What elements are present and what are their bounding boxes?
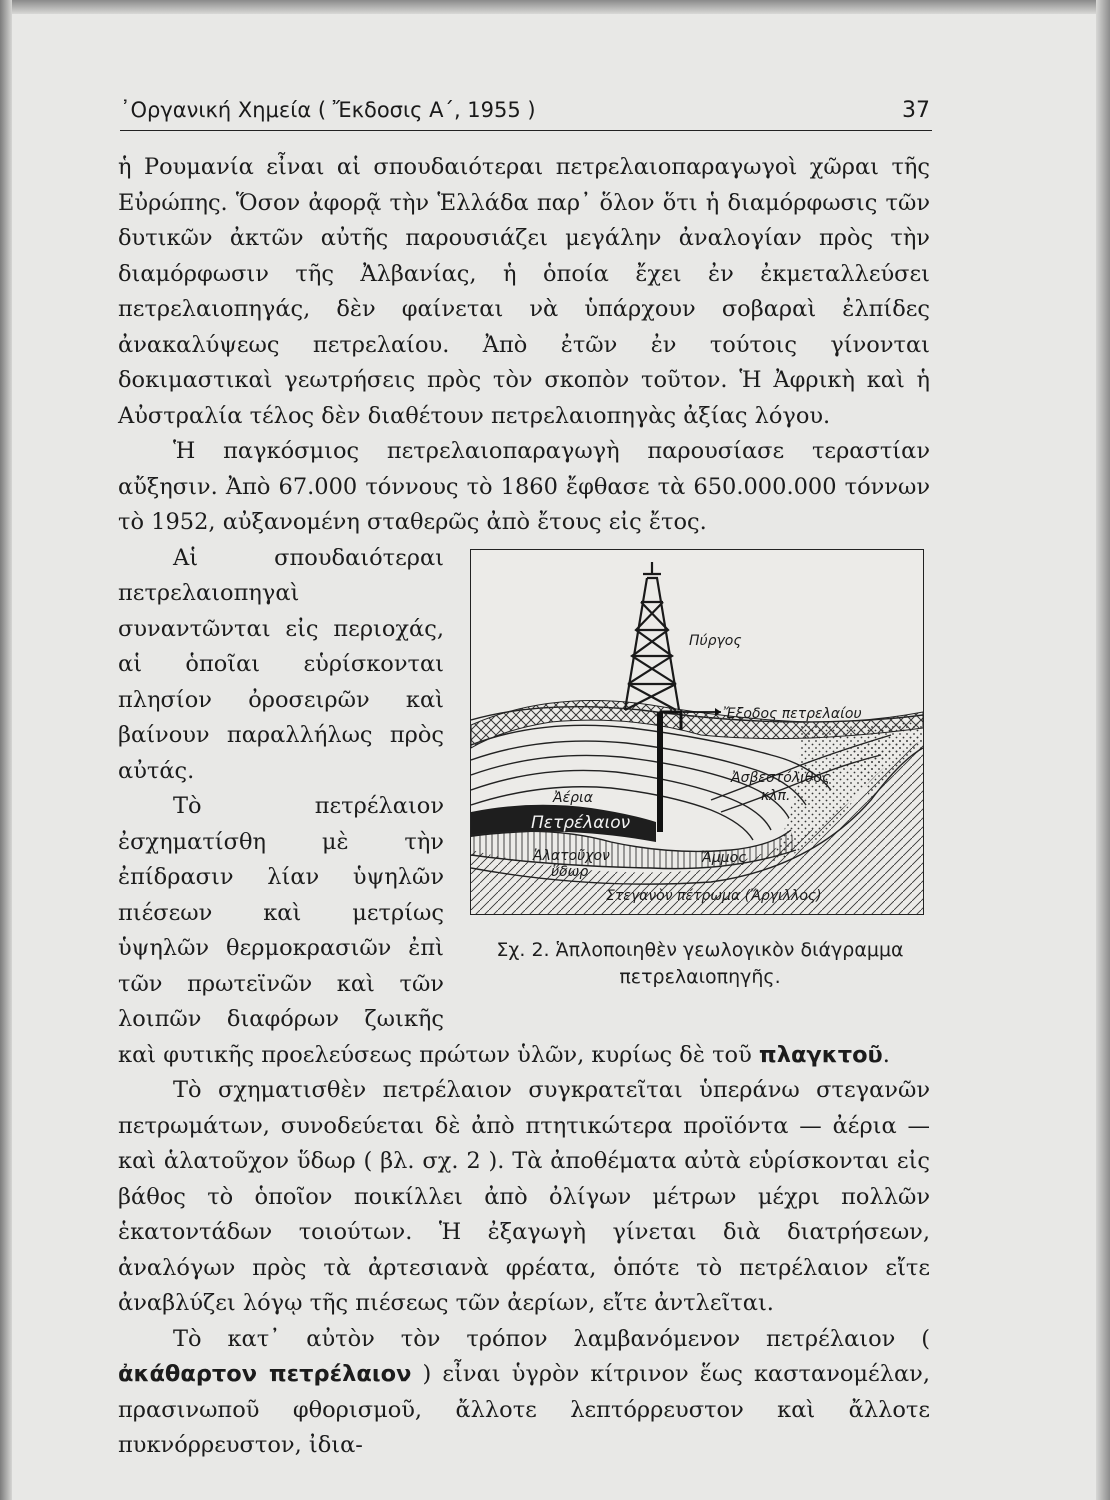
term-plankton: πλαγκτοῦ <box>758 1041 883 1068</box>
label-salt-water-1: Ἁλατοῦχον <box>533 847 610 864</box>
running-header <box>120 96 932 131</box>
paragraph-6 <box>118 1322 930 1464</box>
scan-edge-left <box>0 0 12 1500</box>
term-crude-oil: ἀκάθαρτον πετρέλαιον <box>118 1361 412 1387</box>
paragraph-2: Ἡ παγκόσμιος πετρελαιοπαραγωγὴ παρουσίασε τεραστίαν αὔξησιν. Ἀπὸ 67.000 τόννους τὸ 1860 ἔφθασε τὰ 650.000.000 τόννων τὸ 1952, αὐξανομένη σταθερῶς ἀπὸ ἔτους εἰς ἔτος. <box>118 438 930 535</box>
label-etc: κλπ. <box>761 787 791 804</box>
diagram-svg <box>471 550 923 914</box>
paragraph-6-end: ) εἶναι ὑγρὸν κίτρινον ἕως καστανομέλαν, πρασινωποῦ φθορισμοῦ, ἄλλοτε λεπτόρρευστον καὶ ἄλλοτε πυκνόρρευστον, ἰδια- <box>118 1361 930 1458</box>
geological-diagram <box>470 549 924 915</box>
label-impermeable-rock: Στεγανὸν πέτρωμα (Ἄργιλλος) <box>606 887 822 904</box>
page-number: 37 <box>902 98 930 123</box>
paragraph-1: ἡ Ρουμανία εἶναι αἱ σπουδαιότεραι πετρελαιοπαραγωγοὶ χῶραι τῆς Εὐρώπης. Ὅσον ἀφορᾷ τὴν Ἑλλάδα παρ᾿ ὅλον ὅτι ἡ διαμόρφωσις τῶν δυτικῶν ἀκτῶν αὐτῆς παρουσιάζει μεγάλην ἀναλογίαν πρὸς τὴν διαμόρφωσιν τῆς Ἀλβανίας, ἡ ὁποία ἔχει ἐν ἐκμεταλλεύσει πετρελαιοπηγάς, δὲν φαίνεται νὰ ὑπάρχουν σοβαραὶ ἐλπίδες ἀνακαλύψεως πετρελαίου. Ἀπὸ ἐτῶν ἐν τούτοις γίνονται δοκιμαστικαὶ γεωτρήσεις πρὸς τὸν σκοπὸν τοῦτον. Ἡ Ἀφρικὴ καὶ ἡ Αὐστραλία τέλος δὲν διαθέτουν πετρελαιοπηγὰς ἀξίας λόγου. <box>118 154 930 429</box>
label-gases: Ἀέρια <box>553 789 593 806</box>
paragraph-5: Τὸ σχηματισθὲν πετρέλαιον συγκρατεῖται ὑπεράνω στεγανῶν πετρωμάτων, συνοδεύεται δὲ ἀπὸ πτητικώτερα προϊόντα — ἀέρια — καὶ ἁλατοῦχον ὕδωρ ( βλ. σχ. 2 ). Τὰ ἀποθέματα αὐτὰ εὑρίσκονται εἰς βάθος τὸ ὁποῖον ποικίλλει ἀπὸ ὀλίγων μέτρων μέχρι πολλῶν ἑκατοντάδων τοιούτων. Ἡ ἐξαγωγὴ γίνεται διὰ διατρήσεων, ἀναλόγων πρὸς τὰ ἀρτεσιανὰ φρέατα, ὁπότε τὸ πετρέλαιον εἴτε ἀναβλύζει λόγῳ τῆς πιέσεως τῶν ἀερίων, εἴτε ἀντλεῖται. <box>118 1077 930 1316</box>
label-tower: Πύργος <box>689 632 742 649</box>
header-title: ᾿Οργανική Χημεία ( Ἔκδοσις Α΄, 1955 ) <box>120 98 536 122</box>
caption-line-2: πετρελαιοπηγῆς. <box>619 965 781 988</box>
body-text <box>118 150 930 1464</box>
paragraph-6-text: Τὸ κατ᾿ αὐτὸν τὸν τρόπον λαμβανόμενον πετρέλαιον ( <box>173 1325 930 1352</box>
figure-caption <box>470 937 930 991</box>
label-oil-outlet: Ἔξοδος πετρελαίου <box>723 705 862 722</box>
paragraph-4-text: Τὸ πετρέλαιον ἐσχηματίσθη μὲ τὴν ἐπίδρασιν λίαν ὑψηλῶν πιέσεων καὶ μετρίως ὑψηλῶν θερμοκρασιῶν ἐπὶ τῶν πρωτεϊνῶν καὶ τῶν λοιπῶν διαφόρων ζωικῆς καὶ φυτικῆς προελεύσεως πρώτων ὑλῶν, κυρίως δὲ τοῦ <box>118 793 759 1068</box>
label-salt-water-2: ὕδωρ <box>551 863 589 880</box>
scan-edge-right <box>1096 0 1110 1500</box>
scan-edge-top <box>0 0 1110 14</box>
figure-2 <box>470 549 930 1019</box>
caption-line-1: Σχ. 2. Ἁπλοποιηθὲν γεωλογικὸν διάγραμμα <box>496 938 904 961</box>
label-sand: Ἄμμος <box>701 849 747 866</box>
label-oil: Πετρέλαιον <box>531 812 631 833</box>
label-limestone: Ἀσβεστόλιθος <box>731 769 831 786</box>
paragraph-3: Αἱ σπουδαιότεραι πετρελαιοπηγαὶ συναντῶνται εἰς περιοχάς, αἱ ὁποῖαι εὑρίσκονται πλησίον ὀροσειρῶν καὶ βαίνουν παραλλήλως πρὸς αὐτάς. <box>118 544 444 784</box>
paragraph-4-end: . <box>882 1041 890 1068</box>
